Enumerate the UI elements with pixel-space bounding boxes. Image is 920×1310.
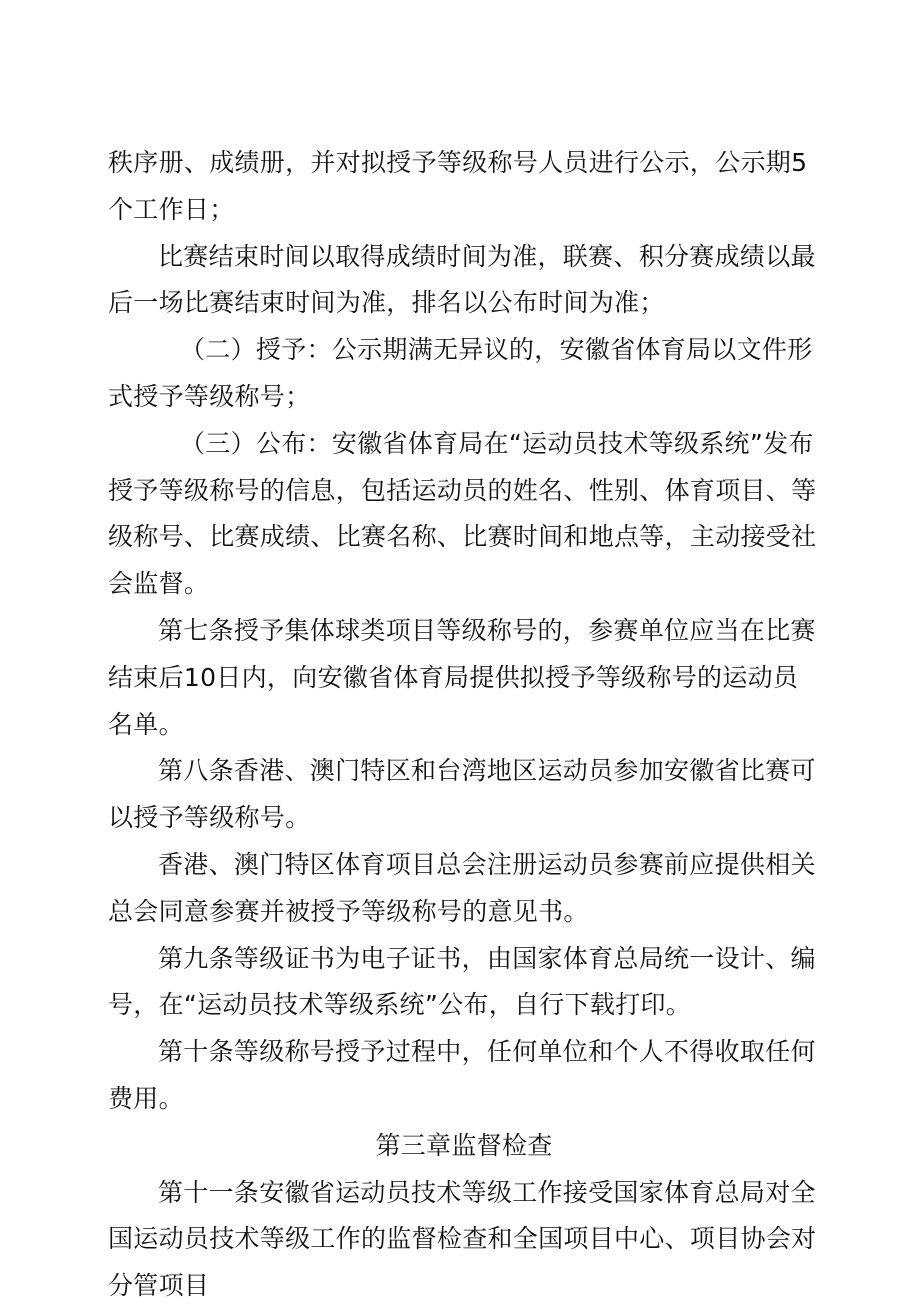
paragraph-hk-macao-registration: 香港、澳门特区体育项目总会注册运动员参赛前应提供相关总会同意参赛并被授予等级称号的意见书。 — [108, 849, 816, 926]
paragraph-publicity-continued: 秩序册、成绩册，并对拟授予等级称号人员进行公示，公示期5个工作日； — [108, 148, 808, 224]
paragraph-publish: （三）公布：安徽省体育局在“运动员技术等级系统”发布授予等级称号的信息，包括运动员的姓名、性别、体育项目、等级称号、比赛成绩、比赛名称、比赛时间和地点等，主动接受社会监督。 — [108, 428, 817, 599]
paragraph-article-7: 第七条授予集体球类项目等级称号的，参赛单位应当在比赛结束后10日内，向安徽省体育局提供拟授予等级称号的运动员名单。 — [108, 615, 816, 739]
paragraph-article-11: 第十一条安徽省运动员技术等级工作接受国家体育总局对全国运动员技术等级工作的监督检查和全国项目中心、项目协会对分管项目 — [108, 1177, 817, 1301]
chapter-title: 第三章监督检查 — [375, 1130, 553, 1160]
paragraph-grant: （二）授予：公示期满无异议的，安徽省体育局以文件形式授予等级称号； — [108, 335, 813, 411]
paragraph-article-8: 第八条香港、澳门特区和台湾地区运动员参加安徽省比赛可以授予等级称号。 — [108, 756, 816, 833]
paragraph-article-10: 第十条等级称号授予过程中，任何单位和个人不得收取任何费用。 — [108, 1037, 816, 1113]
paragraph-competition-end-time: 比赛结束时间以取得成绩时间为准，联赛、积分赛成绩以最后一场比赛结束时间为准，排名以公布时间为准； — [108, 241, 816, 318]
document-body — [108, 140, 820, 1310]
paragraph-article-9: 第九条等级证书为电子证书，由国家体育总局统一设计、编号，在“运动员技术等级系统”公布，自行下载打印。 — [108, 943, 816, 1020]
